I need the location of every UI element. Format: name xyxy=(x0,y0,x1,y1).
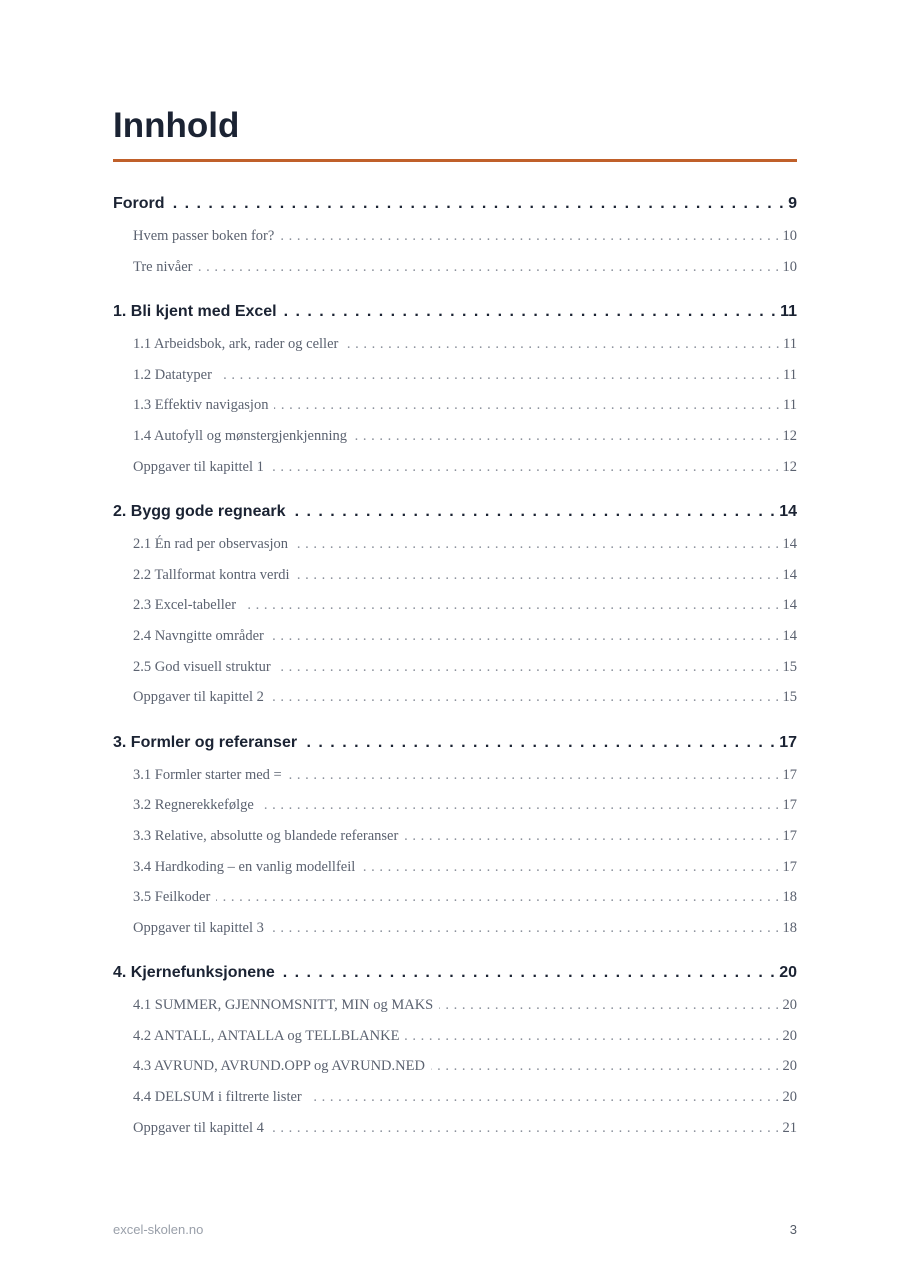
toc-dot-leader xyxy=(353,426,780,446)
toc-section-label: 1.3 Effektiv navigasjon xyxy=(133,397,269,414)
toc-section-label: Oppgaver til kapittel 3 xyxy=(133,919,264,936)
toc-section-entry[interactable] xyxy=(113,257,797,288)
toc-section-page: 11 xyxy=(783,366,797,383)
toc-chapter-entry[interactable] xyxy=(113,962,797,995)
toc-dot-leader xyxy=(216,887,779,907)
toc-chapter-label: 3. Formler og referanser xyxy=(113,732,297,754)
toc-section-entry[interactable] xyxy=(113,995,797,1026)
toc-section-label: 2.5 God visuell struktur xyxy=(133,658,271,675)
toc-dot-leader xyxy=(308,1087,780,1107)
title-divider xyxy=(113,159,797,162)
toc-section-entry[interactable] xyxy=(113,765,797,796)
toc-chapter-entry[interactable] xyxy=(113,193,797,226)
toc-section-label: 1.1 Arbeidsbok, ark, rader og celler xyxy=(133,336,339,353)
footer-page-number: 3 xyxy=(789,1222,797,1237)
toc-section-page: 18 xyxy=(782,889,797,906)
toc-dot-leader xyxy=(277,657,780,677)
toc-section-entry[interactable] xyxy=(113,226,797,257)
toc-section-page: 12 xyxy=(782,458,797,475)
toc-dot-leader xyxy=(270,687,780,707)
toc-chapter-page: 20 xyxy=(779,962,797,984)
table-of-contents xyxy=(113,193,797,1148)
toc-chapter-label: 4. Kjernefunksjonene xyxy=(113,962,275,984)
toc-section-entry[interactable] xyxy=(113,657,797,688)
toc-dot-leader xyxy=(270,918,780,938)
toc-section-entry[interactable] xyxy=(113,565,797,596)
toc-section-page: 15 xyxy=(782,658,797,675)
toc-section-entry[interactable] xyxy=(113,857,797,888)
toc-section-entry[interactable] xyxy=(113,365,797,396)
toc-page xyxy=(113,0,797,1162)
toc-section-label: 1.2 Datatyper xyxy=(133,366,212,383)
toc-dot-leader xyxy=(218,365,780,385)
toc-section-page: 21 xyxy=(782,1119,797,1136)
toc-section-label: 2.2 Tallformat kontra verdi xyxy=(133,566,290,583)
toc-dot-leader xyxy=(291,501,777,523)
toc-dot-leader xyxy=(439,995,779,1015)
toc-chapter xyxy=(113,193,797,287)
toc-dot-leader xyxy=(361,857,779,877)
toc-section-label: Tre nivåer xyxy=(133,258,193,275)
toc-section-label: 3.4 Hardkoding – en vanlig modellfeil xyxy=(133,858,356,875)
toc-section-page: 17 xyxy=(782,827,797,844)
toc-section-page: 11 xyxy=(783,397,797,414)
toc-dot-leader xyxy=(280,226,779,246)
toc-chapter-label: 2. Bygg gode regneark xyxy=(113,501,286,523)
toc-dot-leader xyxy=(405,1026,779,1046)
toc-section-entry[interactable] xyxy=(113,534,797,565)
toc-section-label: 3.5 Feilkoder xyxy=(133,889,211,906)
toc-section-label: Oppgaver til kapittel 4 xyxy=(133,1119,264,1136)
toc-section-label: Oppgaver til kapittel 2 xyxy=(133,689,264,706)
toc-dot-leader xyxy=(242,595,779,615)
toc-section-entry[interactable] xyxy=(113,395,797,426)
toc-section-entry[interactable] xyxy=(113,826,797,857)
toc-section-label: 2.3 Excel-tabeller xyxy=(133,597,237,614)
toc-section-page: 14 xyxy=(782,536,797,553)
toc-dot-leader xyxy=(270,1118,780,1138)
toc-section-page: 20 xyxy=(782,1058,797,1075)
toc-section-page: 17 xyxy=(782,766,797,783)
toc-dot-leader xyxy=(302,732,776,754)
toc-chapter-label: 1. Bli kjent med Excel xyxy=(113,301,277,323)
toc-section-page: 10 xyxy=(782,258,797,275)
toc-section-entry[interactable] xyxy=(113,687,797,718)
toc-chapter xyxy=(113,732,797,949)
toc-section-label: 2.4 Navngitte områder xyxy=(133,627,264,644)
toc-section-page: 20 xyxy=(782,997,797,1014)
toc-section-page: 14 xyxy=(782,597,797,614)
toc-dot-leader xyxy=(294,534,779,554)
toc-section-entry[interactable] xyxy=(113,918,797,949)
toc-section-page: 14 xyxy=(782,627,797,644)
toc-section-entry[interactable] xyxy=(113,626,797,657)
toc-dot-leader xyxy=(344,334,780,354)
toc-dot-leader xyxy=(404,826,779,846)
toc-section-page: 10 xyxy=(782,228,797,244)
toc-dot-leader xyxy=(431,1056,780,1076)
toc-dot-leader xyxy=(198,257,779,277)
toc-section-entry[interactable] xyxy=(113,1026,797,1057)
toc-section-entry[interactable] xyxy=(113,1118,797,1149)
toc-chapter-page: 14 xyxy=(779,501,797,523)
toc-section-label: 4.3 AVRUND, AVRUND.OPP og AVRUND.NED xyxy=(133,1058,425,1075)
toc-dot-leader xyxy=(288,765,780,785)
toc-section-label: 1.4 Autofyll og mønstergjenkjenning xyxy=(133,427,347,444)
toc-section-entry[interactable] xyxy=(113,1056,797,1087)
toc-section-label: 4.2 ANTALL, ANTALLA og TELLBLANKE xyxy=(133,1027,400,1044)
toc-section-page: 17 xyxy=(782,858,797,875)
toc-dot-leader xyxy=(170,193,786,215)
toc-chapter xyxy=(113,501,797,718)
toc-section-label: 3.1 Formler starter med = xyxy=(133,766,282,783)
page-title: Innhold xyxy=(113,106,240,145)
toc-section-label: 4.1 SUMMER, GJENNOMSNITT, MIN og MAKS xyxy=(133,997,434,1014)
toc-section-entry[interactable] xyxy=(113,795,797,826)
toc-section-entry[interactable] xyxy=(113,457,797,488)
toc-dot-leader xyxy=(260,795,780,815)
toc-dot-leader xyxy=(280,962,776,984)
toc-section-label: Oppgaver til kapittel 1 xyxy=(133,458,264,475)
page-footer xyxy=(113,1222,797,1237)
toc-chapter-page: 11 xyxy=(780,301,797,323)
toc-chapter-label: Forord xyxy=(113,193,165,215)
toc-section-page: 17 xyxy=(782,797,797,814)
toc-dot-leader xyxy=(270,626,780,646)
toc-section-page: 18 xyxy=(782,919,797,936)
toc-section-entry[interactable] xyxy=(113,426,797,457)
toc-section-label: Hvem passer boken for? xyxy=(133,228,275,244)
toc-section-label: 4.4 DELSUM i filtrerte lister xyxy=(133,1089,302,1106)
toc-chapter-page: 9 xyxy=(788,193,797,215)
toc-section-label: 3.2 Regnerekkefølge xyxy=(133,797,254,814)
toc-section-label: 3.3 Relative, absolutte og blandede referanser xyxy=(133,827,399,844)
toc-section-page: 20 xyxy=(782,1089,797,1106)
toc-section-entry[interactable] xyxy=(113,595,797,626)
toc-section-entry[interactable] xyxy=(113,887,797,918)
toc-section-page: 11 xyxy=(783,336,797,353)
toc-chapter xyxy=(113,962,797,1148)
toc-chapter-entry[interactable] xyxy=(113,732,797,765)
toc-dot-leader xyxy=(270,457,780,477)
toc-section-label: 2.1 Én rad per observasjon xyxy=(133,536,289,553)
toc-section-page: 15 xyxy=(782,689,797,706)
toc-section-page: 20 xyxy=(782,1027,797,1044)
toc-dot-leader xyxy=(282,301,777,323)
toc-dot-leader xyxy=(274,395,780,415)
toc-chapter-entry[interactable] xyxy=(113,501,797,534)
toc-section-entry[interactable] xyxy=(113,334,797,365)
toc-dot-leader xyxy=(296,565,780,585)
toc-chapter-entry[interactable] xyxy=(113,301,797,334)
toc-chapter-page: 17 xyxy=(779,732,797,754)
toc-chapter xyxy=(113,301,797,487)
toc-section-entry[interactable] xyxy=(113,1087,797,1118)
toc-section-page: 12 xyxy=(782,427,797,444)
toc-section-page: 14 xyxy=(782,566,797,583)
footer-site: excel-skolen.no xyxy=(113,1222,204,1237)
